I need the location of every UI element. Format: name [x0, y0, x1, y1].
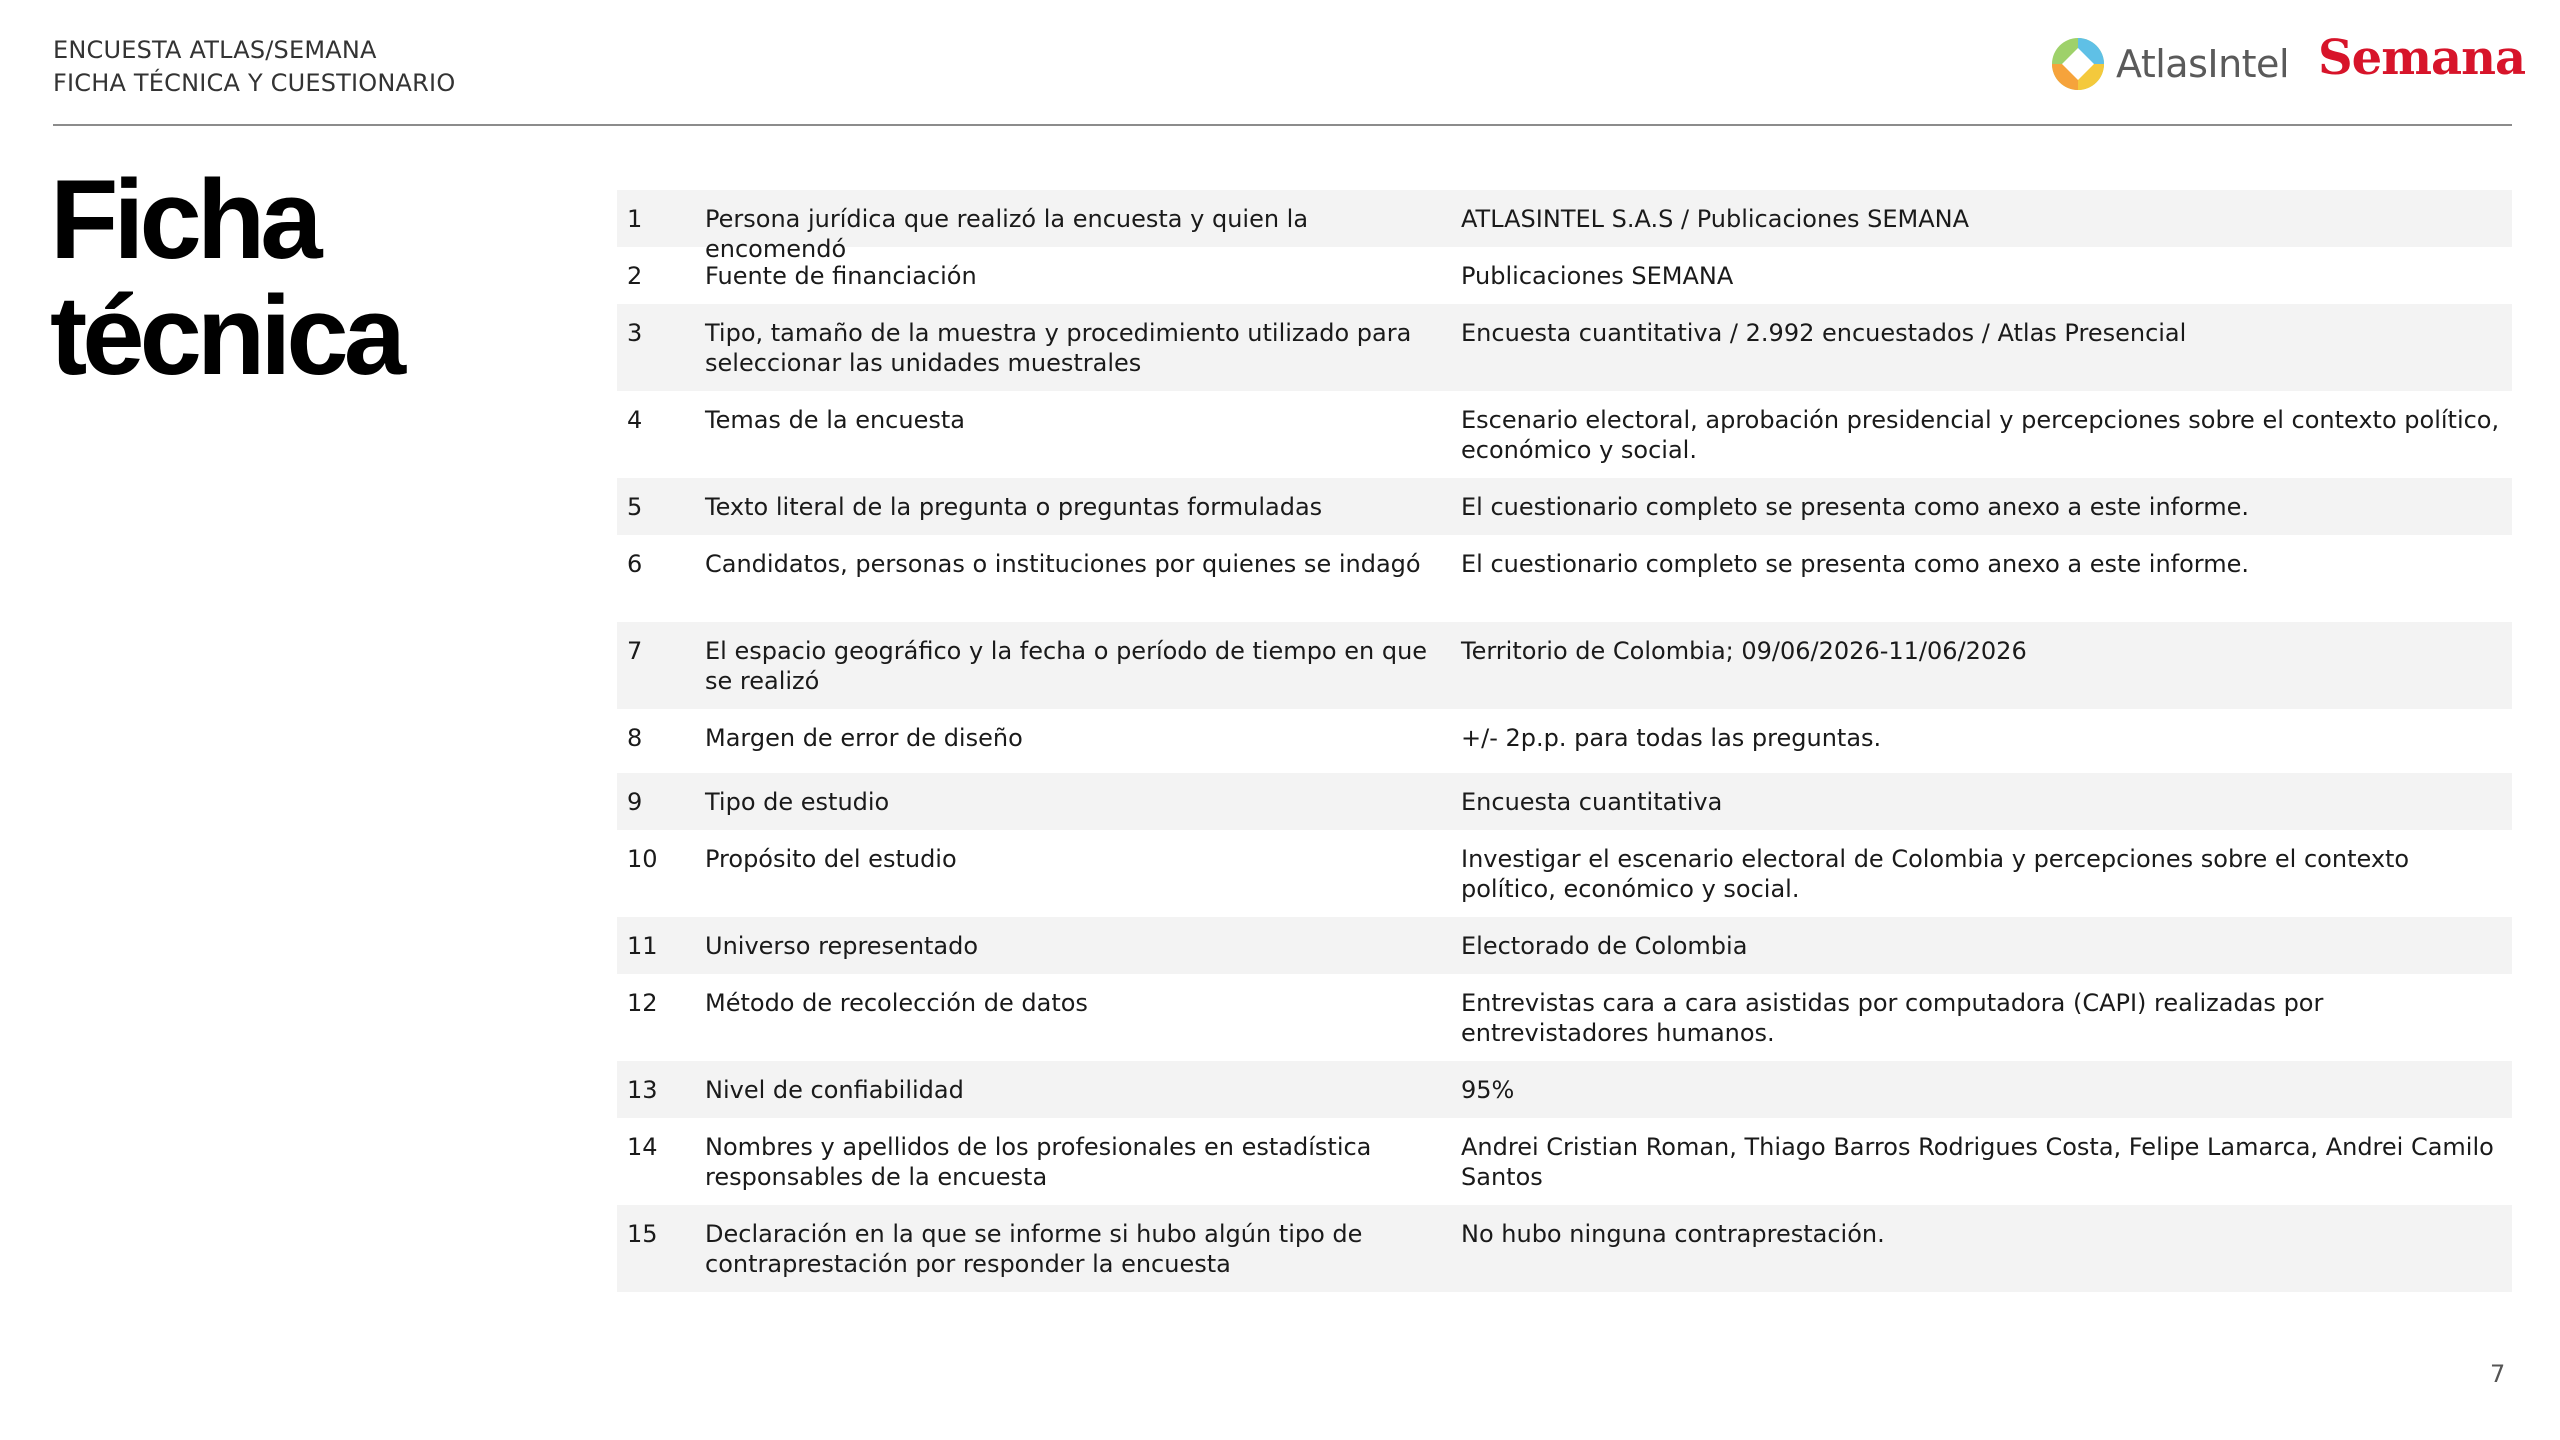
row-number: 11 — [627, 932, 658, 960]
row-number: 7 — [627, 637, 643, 665]
page-title-line-1: Ficha — [50, 157, 318, 282]
row-number: 15 — [627, 1220, 658, 1248]
row-number: 6 — [627, 550, 643, 578]
table-row — [617, 247, 2512, 304]
row-number: 1 — [627, 205, 643, 233]
row-value: Encuesta cuantitativa — [1461, 788, 1723, 816]
row-label: Temas de la encuesta — [705, 406, 965, 434]
row-value: ATLASINTEL S.A.S / Publicaciones SEMANA — [1461, 205, 1969, 233]
page-title — [50, 157, 401, 398]
row-label: Fuente de financiación — [705, 262, 977, 290]
atlasintel-logo — [2050, 34, 2289, 94]
atlasintel-logo-wordmark: AtlasIntel — [2116, 42, 2289, 86]
row-number: 4 — [627, 406, 643, 434]
header-line-section: FICHA TÉCNICA Y CUESTIONARIO — [53, 69, 456, 97]
page-number: 7 — [2490, 1360, 2506, 1388]
row-label: Persona jurídica que realizó la encuesta y quien la encomendó — [705, 205, 1309, 263]
row-value: Entrevistas cara a cara asistidas por computadora (CAPI) realizadas por entrevistadores humanos. — [1461, 989, 2324, 1047]
row-value: El cuestionario completo se presenta como anexo a este informe. — [1461, 493, 2250, 521]
row-value: Publicaciones SEMANA — [1461, 262, 1734, 290]
row-label: Margen de error de diseño — [705, 724, 1023, 752]
table-row — [617, 830, 2512, 917]
row-label: Texto literal de la pregunta o preguntas formuladas — [705, 493, 1323, 521]
table-row — [617, 773, 2512, 830]
table-row — [617, 1061, 2512, 1118]
row-value: Investigar el escenario electoral de Colombia y percepciones sobre el contexto político, económico y social. — [1461, 845, 2410, 903]
header-line-survey: ENCUESTA ATLAS/SEMANA — [53, 36, 377, 64]
row-number: 12 — [627, 989, 658, 1017]
row-label: Declaración en la que se informe si hubo algún tipo de contraprestación por responder la encuesta — [705, 1220, 1363, 1278]
table-row — [617, 974, 2512, 1061]
table-row — [617, 391, 2512, 478]
row-label: El espacio geográfico y la fecha o período de tiempo en que se realizó — [705, 637, 1428, 695]
row-value: Electorado de Colombia — [1461, 932, 1748, 960]
document-header — [53, 34, 455, 100]
table-row — [617, 478, 2512, 535]
row-label: Tipo, tamaño de la muestra y procedimiento utilizado para seleccionar las unidades muestrales — [705, 319, 1412, 377]
row-value: +/- 2p.p. para todas las preguntas. — [1461, 724, 1882, 752]
row-label: Candidatos, personas o instituciones por quienes se indagó — [705, 550, 1421, 578]
table-row — [617, 304, 2512, 391]
row-number: 13 — [627, 1076, 658, 1104]
row-number: 8 — [627, 724, 643, 752]
row-label: Nombres y apellidos de los profesionales en estadística responsables de la encuesta — [705, 1133, 1372, 1191]
header-divider — [53, 124, 2512, 126]
row-value: No hubo ninguna contraprestación. — [1461, 1220, 1885, 1248]
row-number: 14 — [627, 1133, 658, 1161]
row-number: 5 — [627, 493, 643, 521]
row-value: Encuesta cuantitativa / 2.992 encuestados / Atlas Presencial — [1461, 319, 2187, 347]
row-label: Universo representado — [705, 932, 979, 960]
table-row — [617, 709, 2512, 773]
table-row — [617, 535, 2512, 622]
atlasintel-logo-icon — [2050, 36, 2106, 92]
table-row — [617, 190, 2512, 263]
semana-logo: Semana — [2318, 30, 2526, 86]
table-row — [617, 622, 2512, 709]
row-label: Propósito del estudio — [705, 845, 957, 873]
row-value: Escenario electoral, aprobación presidencial y percepciones sobre el contexto político, económico y social. — [1461, 406, 2500, 464]
table-row — [617, 1205, 2512, 1292]
row-value: Territorio de Colombia; 09/06/2026-11/06/2026 — [1461, 637, 2027, 665]
row-value: 95% — [1461, 1076, 1515, 1104]
page-title-line-2: técnica — [50, 273, 401, 398]
technical-spec-table — [617, 190, 2512, 1292]
row-label: Método de recolección de datos — [705, 989, 1088, 1017]
row-number: 9 — [627, 788, 643, 816]
row-number: 3 — [627, 319, 643, 347]
row-label: Tipo de estudio — [705, 788, 890, 816]
table-row — [617, 1118, 2512, 1205]
row-label: Nivel de confiabilidad — [705, 1076, 964, 1104]
table-row — [617, 917, 2512, 974]
row-value: Andrei Cristian Roman, Thiago Barros Rodrigues Costa, Felipe Lamarca, Andrei Camilo Santos — [1461, 1133, 2494, 1191]
row-value: El cuestionario completo se presenta como anexo a este informe. — [1461, 550, 2250, 578]
row-number: 2 — [627, 262, 643, 290]
row-number: 10 — [627, 845, 658, 873]
